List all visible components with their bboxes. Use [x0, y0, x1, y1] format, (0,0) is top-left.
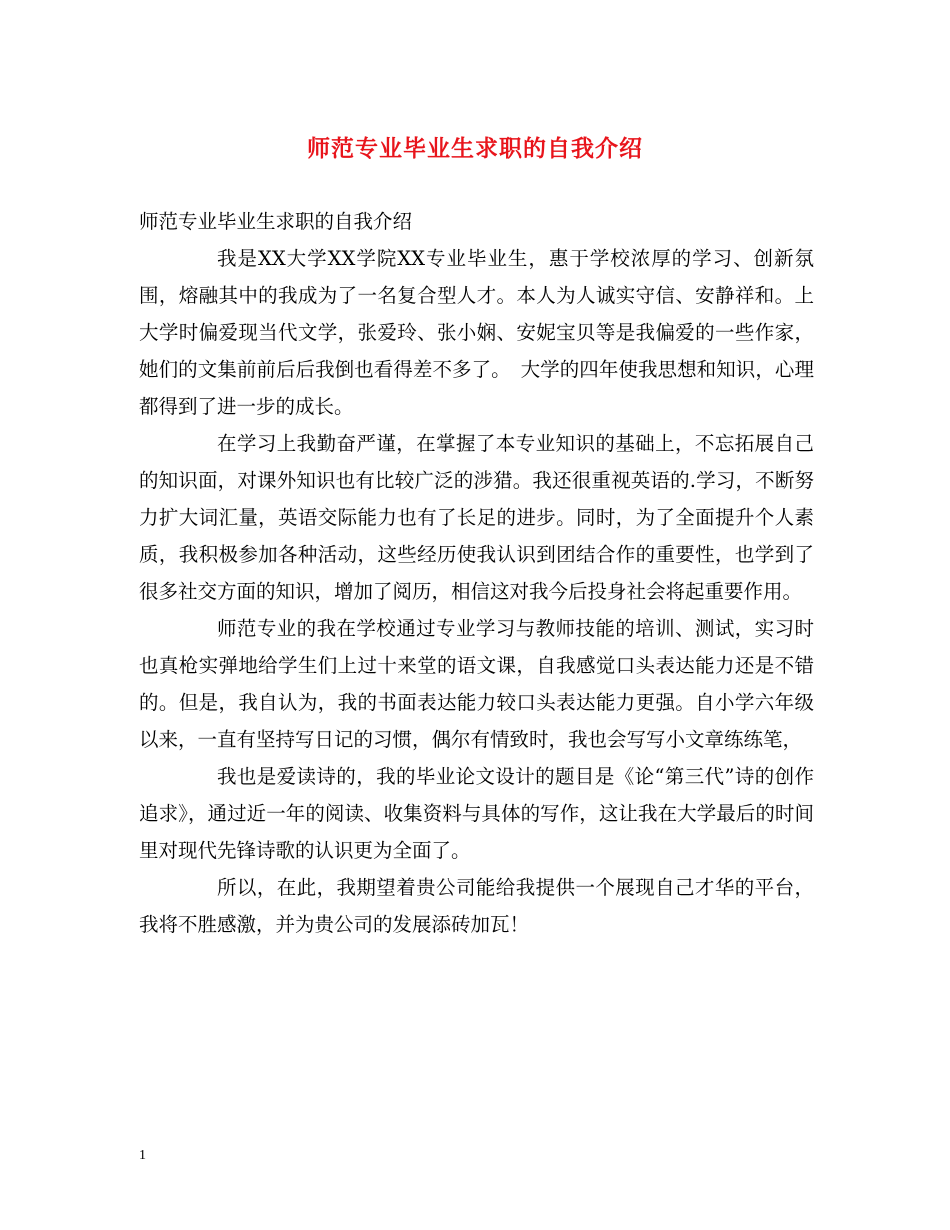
document-body [139, 203, 814, 943]
paragraph-5: 所以，在此，我期望着贵公司能给我提供一个展现自己才华的平台，我将不胜感激，并为贵公司的发展添砖加瓦！ [139, 876, 814, 936]
document-title: 师范专业毕业生求职的自我介绍 [307, 135, 643, 162]
paragraph-4: 我也是爱读诗的，我的毕业论文设计的题目是《论“第三代”诗的创作追求》，通过近一年的阅读、收集资料与具体的写作，这让我在大学最后的时间里对现代先锋诗歌的认识更为全面了。 [139, 765, 814, 862]
paragraph-2: 在学习上我勤奋严谨，在掌握了本专业知识的基础上，不忘拓展自己的知识面，对课外知识也有比较广泛的涉猎。我还很重视英语的.学习，不断努力扩大词汇量，英语交际能力也有了长足的进步。同时，为了全面提升个人素质，我积极参加各种活动，这些经历使我认识到团结合作的重要性，也学到了很多社交方面的知识，增加了阅历，相信这对我今后投身社会将起重要作用。 [139, 432, 814, 603]
paragraph-3: 师范专业的我在学校通过专业学习与教师技能的培训、测试，实习时也真枪实弹地给学生们上过十来堂的语文课，自我感觉口头表达能力还是不错的。但是，我自认为，我的书面表达能力较口头表达能力更强。自小学六年级以来，一直有坚持写日记的习惯，偶尔有情致时，我也会写写小文章练练笔， [139, 617, 814, 751]
paragraph-1: 我是XX大学XX学院XX专业毕业生，惠于学校浓厚的学习、创新氛围，熔融其中的我成为了一名复合型人才。本人为人诚实守信、安静祥和。上大学时偏爱现当代文学，张爱玲、张小娴、安妮宝贝等是我偏爱的一些作家，她们的文集前前后后我倒也看得差不多了。 大学的四年使我思想和知识，心理都得到了进一步的成长。 [139, 247, 814, 418]
page-number: 1 [139, 1148, 146, 1163]
document-subtitle: 师范专业毕业生求职的自我介绍 [139, 210, 413, 233]
